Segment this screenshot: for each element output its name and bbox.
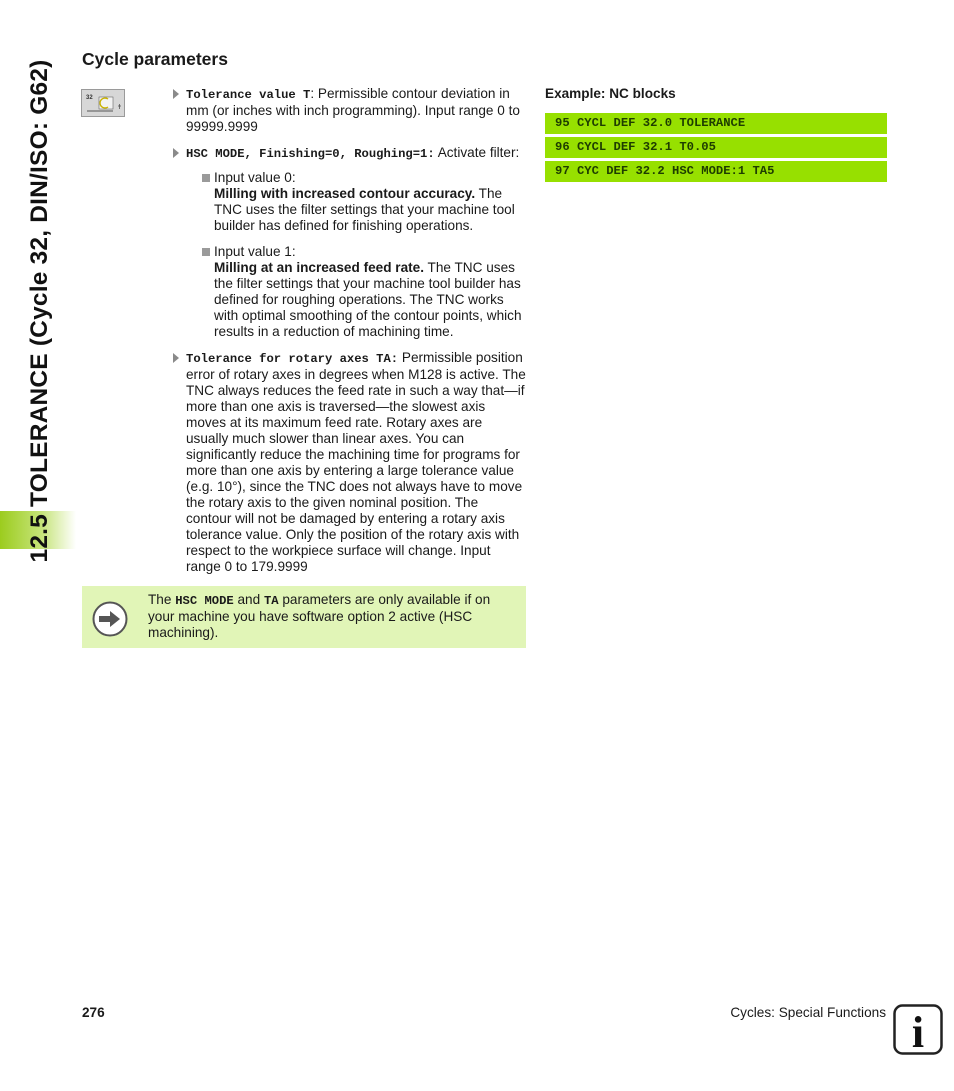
note-suffix: parameters are only available if on your machine you have software option 2 active (HSC machining). [148, 592, 491, 640]
note-code-hsc-mode: HSC MODE [175, 594, 234, 608]
chapter-side-tab [0, 0, 76, 600]
hsc-option-0 [214, 170, 526, 234]
option-text: The TNC uses the filter settings that your machine tool builder has defined for roughing operations. The TNC works with optimal smoothing of the contour points, which results in a reduction of machining time. [214, 260, 522, 339]
bullet-square-icon [202, 174, 210, 182]
nc-block-line: 95 CYCL DEF 32.0 TOLERANCE [545, 113, 887, 134]
param-code: HSC MODE, Finishing=0, Roughing=1: [186, 147, 435, 161]
bullet-square-icon [202, 248, 210, 256]
page-number: 276 [82, 1005, 105, 1020]
nc-block-line: 96 CYCL DEF 32.1 T0.05 [545, 137, 887, 158]
param-tolerance [172, 86, 526, 135]
cycle-32-tolerance-icon [81, 89, 125, 117]
option-description [214, 186, 526, 234]
parameter-list [172, 86, 526, 585]
note-code-ta: TA [263, 594, 279, 608]
param-description: Permissible position error of rotary axes in degrees when M128 is active. The TNC always reduces the feed rate in such a way that—if more than one axis is traversed—the slowest axis moves at its maximum feed rate. Rotary axes are usually much slower than linear axes. You can significantly reduce the machining time for programs for more than one axis by entering a large tolerance value (e.g. 10°), since the TNC does not always have to move the rotary axis to the given nominal position. The contour will not be damaged by entering a rotary axis tolerance value. Only the position of the rotary axis with respect to the workpiece surface will change. Input range 0 to 179.9999 [186, 350, 526, 574]
footer-chapter-title: Cycles: Special Functions [730, 1005, 886, 1020]
option-label: Input value 1: [214, 244, 296, 259]
note-box [82, 586, 526, 648]
option-text: The TNC uses the filter settings that your machine tool builder has defined for finishing operations. [214, 186, 515, 233]
option-label: Input value 0: [214, 170, 296, 185]
param-code: Tolerance value T [186, 88, 311, 102]
option-description [214, 260, 526, 340]
arrow-right-icon [92, 601, 128, 637]
note-prefix: The [148, 592, 176, 607]
param-rotary-tolerance [172, 350, 526, 575]
info-glyph: i [911, 1008, 925, 1055]
option-bold-text: Milling at an increased feed rate. [214, 260, 425, 275]
hsc-option-1 [214, 244, 526, 340]
cycle-32-graphic [82, 90, 124, 116]
vertical-chapter-title: 12.5 TOLERANCE (Cycle 32, DIN/ISO: G62) [26, 59, 53, 563]
param-code: Tolerance for rotary axes TA: [186, 352, 399, 366]
cycle-icon-label: 32 [86, 95, 93, 101]
note-text [148, 592, 516, 641]
bullet-triangle-icon [173, 148, 179, 158]
param-description: Activate filter: [434, 145, 520, 160]
param-hsc-mode [172, 145, 526, 340]
nc-block-list [545, 113, 887, 185]
nc-block-line: 97 CYC DEF 32.2 HSC MODE:1 TA5 [545, 161, 887, 182]
param-description: : Permissible contour deviation in mm (or inches with inch programming). Input range 0 to 99999.9999 [186, 86, 520, 134]
example-title: Example: NC blocks [545, 86, 676, 101]
option-bold-text: Milling with increased contour accuracy. [214, 186, 476, 201]
bullet-triangle-icon [173, 89, 179, 99]
info-icon [893, 1004, 943, 1055]
section-heading: Cycle parameters [82, 49, 228, 69]
bullet-triangle-icon [173, 353, 179, 363]
note-mid: and [233, 592, 264, 607]
